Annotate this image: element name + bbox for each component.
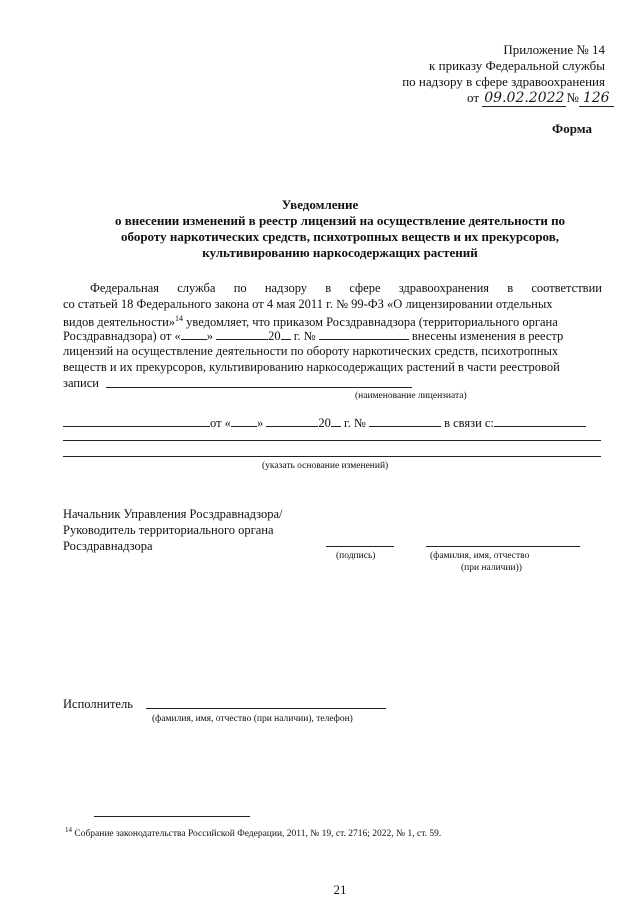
page-number: 21 (333, 882, 347, 897)
notice-subtitle-line2: обороту наркотических средств, психотропных веществ и их прекурсоров, (120, 229, 560, 244)
day-blank[interactable] (231, 414, 257, 427)
body-text: г. № (290, 329, 316, 343)
day-blank[interactable] (181, 327, 207, 340)
full-name-caption-1: (фамилия, имя, отчество (430, 551, 530, 561)
body-text: видов деятельности» (63, 315, 176, 330)
body-text: » (256, 416, 264, 430)
register-entry-blank[interactable] (63, 414, 210, 427)
signature-blank[interactable] (326, 546, 394, 547)
signatory-line-2: Руководитель территориального органа (63, 523, 274, 537)
footnote-separator (94, 816, 250, 817)
body-line-5: лицензий на осуществление деятельности по обороту наркотических средств, психотропных (63, 344, 559, 358)
licensee-name-blank[interactable] (106, 387, 412, 388)
number-blank[interactable] (369, 414, 441, 427)
footnote-ref: 14 (175, 314, 184, 323)
notice-subtitle-line1: о внесении изменений в реестр лицензий на осуществление деятельности по (114, 213, 566, 228)
form-label: Форма (552, 121, 592, 136)
change-details-row (63, 414, 586, 431)
full-name-caption-2: (при наличии)) (461, 563, 522, 573)
month-blank[interactable] (216, 327, 268, 340)
body-text: 20 (268, 329, 281, 343)
year-blank[interactable] (331, 414, 341, 427)
body-line-1 (90, 280, 602, 296)
order-number-handwritten: 126 (579, 90, 614, 107)
body-line-4 (63, 327, 563, 344)
licensee-caption: (наименование лицензиата) (355, 391, 467, 401)
basis-caption: (указать основание изменений) (262, 461, 389, 471)
footnote (65, 824, 441, 840)
word: по (233, 281, 247, 295)
body-text: 20 (318, 416, 331, 430)
word: соответствии (531, 281, 602, 295)
order-number-label: № (566, 90, 579, 105)
body-text: в связи с: (440, 416, 494, 430)
footnote-mark: 14 (65, 826, 72, 834)
body-text: от « (210, 416, 231, 430)
notice-subtitle-line3: культивированию наркосодержащих растений (202, 245, 478, 260)
body-text: г. № (340, 416, 366, 430)
executor-caption: (фамилия, имя, отчество (при наличии), телефон) (152, 714, 353, 724)
basis-blank-2[interactable] (63, 456, 601, 457)
body-text: внесены изменения в реестр (408, 329, 564, 343)
basis-blank-1[interactable] (63, 440, 601, 441)
body-line-7: записи (63, 376, 99, 390)
executor-label: Исполнитель (63, 697, 133, 711)
body-line-6: веществ и их прекурсоров, культивированию наркосодержащих растений в части реестровой (63, 360, 560, 374)
word: сфере (349, 281, 381, 295)
appendix-number: Приложение № 14 (503, 42, 605, 57)
word: служба (177, 281, 216, 295)
word: в (507, 281, 514, 295)
signatory-line-3: Росздравнадзора (63, 539, 153, 553)
body-text: Росздравнадзора) от « (63, 329, 181, 343)
signatory-line-1: Начальник Управления Росздравнадзора/ (63, 507, 283, 521)
executor-blank[interactable] (146, 708, 386, 709)
word: надзору (264, 281, 308, 295)
order-number-blank[interactable] (319, 327, 409, 340)
order-date-handwritten: 09.02.2022 (484, 90, 565, 106)
appendix-agency: по надзору в сфере здравоохранения (402, 74, 605, 89)
month-blank[interactable] (266, 414, 318, 427)
full-name-blank[interactable] (426, 546, 580, 547)
word: в (325, 281, 332, 295)
footnote-text: Собрание законодательства Российской Федерации, 2011, № 19, ст. 2716; 2022, № 1, ст. 59. (72, 829, 442, 840)
reason-blank[interactable] (494, 414, 586, 427)
body-line-2: со статьей 18 Федерального закона от 4 мая 2011 г. № 99-ФЗ «О лицензировании отдельных (63, 297, 553, 311)
order-date-from-label: от (467, 90, 480, 105)
year-blank[interactable] (281, 327, 291, 340)
order-date-line (467, 90, 614, 106)
signature-caption: (подпись) (336, 551, 376, 561)
appendix-order-ref: к приказу Федеральной службы (429, 58, 605, 73)
body-text: » (206, 329, 213, 343)
body-text: уведомляет, что приказом Росздравнадзора (территориального органа (183, 315, 558, 330)
word: Федеральная (90, 281, 160, 295)
notice-title: Уведомление (281, 197, 359, 212)
word: здравоохранения (398, 281, 490, 295)
